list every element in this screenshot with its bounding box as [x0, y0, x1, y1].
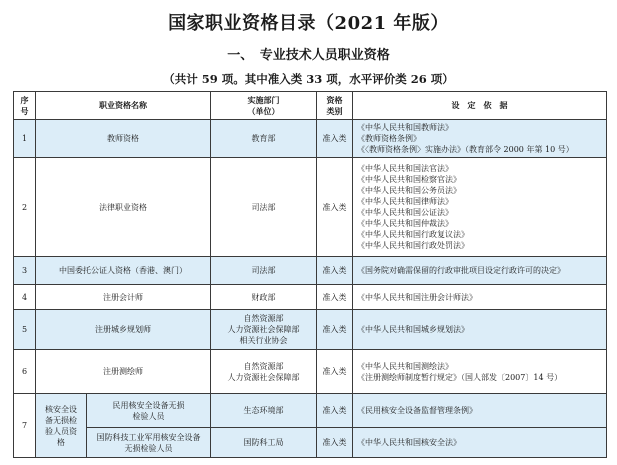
basis-line: 《中华人民共和国律师法》	[357, 197, 453, 206]
sub-row-basis	[353, 394, 607, 428]
dept-line: 人力资源社会保障部	[227, 325, 300, 334]
table-row	[14, 158, 607, 257]
row-name: 法律职业资格	[36, 158, 211, 257]
row-no: 3	[14, 257, 36, 285]
row-type: 准入类	[317, 120, 353, 158]
basis-line: 《中华人民共和国教师法》	[357, 123, 453, 132]
basis-line: 《中华人民共和国法官法》	[357, 164, 453, 173]
row-dept	[211, 310, 317, 350]
row-dept: 司法部	[211, 257, 317, 285]
row-no: 5	[14, 310, 36, 350]
sub-name-line: 国防科技工业军用核安全设备	[96, 432, 201, 442]
row-name: 中国委托公证人资格（香港、澳门）	[36, 257, 211, 285]
basis-line: 《国务院对确需保留的行政审批项目设定行政许可的决定》	[357, 266, 565, 275]
row-no: 4	[14, 285, 36, 310]
summary-note: （共计 59 项。其中准入类 33 项，水平评价类 26 项）	[163, 72, 454, 86]
table-row	[14, 428, 607, 458]
row-no: 2	[14, 158, 36, 257]
row-name: 核安全设 备无损检 验人员资 格	[36, 394, 87, 458]
basis-line: 《中华人民共和国城乡规划法》	[357, 325, 469, 334]
sub-row-basis	[353, 428, 607, 458]
table-header-row	[14, 92, 607, 120]
dept-line: 人力资源社会保障部	[227, 372, 300, 382]
header-dept: 实施部门 （单位）	[211, 92, 317, 120]
basis-line: 《中华人民共和国注册会计师法》	[357, 292, 477, 302]
table-row	[14, 120, 607, 158]
basis-line: 《教师资格条例》	[357, 134, 421, 143]
sub-name-line: 民用核安全设备无损	[112, 400, 185, 410]
header-basis: 设 定 依 据	[353, 92, 607, 120]
basis-line: 《中华人民共和国核安全法》	[357, 438, 461, 447]
row-name: 教师资格	[36, 120, 211, 158]
basis-line: 《中华人民共和国行政复议法》	[357, 230, 469, 239]
basis-line: 《注册测绘师制度暂行规定》（国人部发〔2007〕14 号）	[357, 372, 563, 382]
table-row	[14, 350, 607, 394]
sub-row-type: 准入类	[317, 428, 353, 458]
dept-line: 自然资源部	[243, 361, 284, 371]
row-dept	[211, 350, 317, 394]
row-dept: 教育部	[211, 120, 317, 158]
header-type: 资格 类别	[317, 92, 353, 120]
basis-line: 《中华人民共和国公务员法》	[357, 186, 461, 195]
basis-line: 《中华人民共和国行政处罚法》	[357, 241, 469, 250]
dept-line: 相关行业协会	[239, 336, 288, 345]
sub-row-name	[87, 394, 211, 428]
sub-row-dept: 生态环境部	[211, 394, 317, 428]
row-name: 注册会计师	[36, 285, 211, 310]
row-basis	[353, 310, 607, 350]
sub-row-type: 准入类	[317, 394, 353, 428]
row-type: 准入类	[317, 158, 353, 257]
row-basis	[353, 158, 607, 257]
row-type: 准入类	[317, 285, 353, 310]
row-basis	[353, 120, 607, 158]
row-name: 注册测绘师	[36, 350, 211, 394]
row-basis	[353, 350, 607, 394]
row-name: 注册城乡规划师	[36, 310, 211, 350]
basis-line: 《中华人民共和国检察官法》	[357, 175, 461, 184]
sub-row-dept: 国防科工局	[211, 428, 317, 458]
table-row	[14, 257, 607, 285]
row-dept: 财政部	[211, 285, 317, 310]
row-type: 准入类	[317, 350, 353, 394]
row-no: 1	[14, 120, 36, 158]
sub-name-line: 检验人员	[132, 411, 165, 421]
table-row	[14, 285, 607, 310]
row-no: 6	[14, 350, 36, 394]
row-type: 准入类	[317, 257, 353, 285]
header-no: 序 号	[14, 92, 36, 120]
row-basis	[353, 285, 607, 310]
basis-line: 《中华人民共和国测绘法》	[357, 361, 453, 371]
table-row	[14, 310, 607, 350]
document-title: 国家职业资格目录（2021 年版）	[168, 13, 449, 34]
basis-line: 《中华人民共和国仲裁法》	[357, 219, 453, 228]
sub-row-name	[87, 428, 211, 458]
row-dept: 司法部	[211, 158, 317, 257]
basis-line: 《民用核安全设备监督管理条例》	[357, 406, 477, 415]
section-heading: 一、 专业技术人员职业资格	[227, 48, 390, 63]
row-type: 准入类	[317, 310, 353, 350]
dept-line: 自然资源部	[243, 314, 284, 323]
qualification-table	[13, 91, 607, 458]
row-no: 7	[14, 394, 36, 458]
basis-line: 《〈教师资格条例〉实施办法》（教育部令 2000 年第 10 号）	[357, 145, 574, 154]
row-basis	[353, 257, 607, 285]
sub-name-line: 无损检验人员	[124, 443, 173, 453]
basis-line: 《中华人民共和国公证法》	[357, 208, 453, 217]
table-row	[14, 394, 607, 428]
header-name: 职业资格名称	[36, 92, 211, 120]
